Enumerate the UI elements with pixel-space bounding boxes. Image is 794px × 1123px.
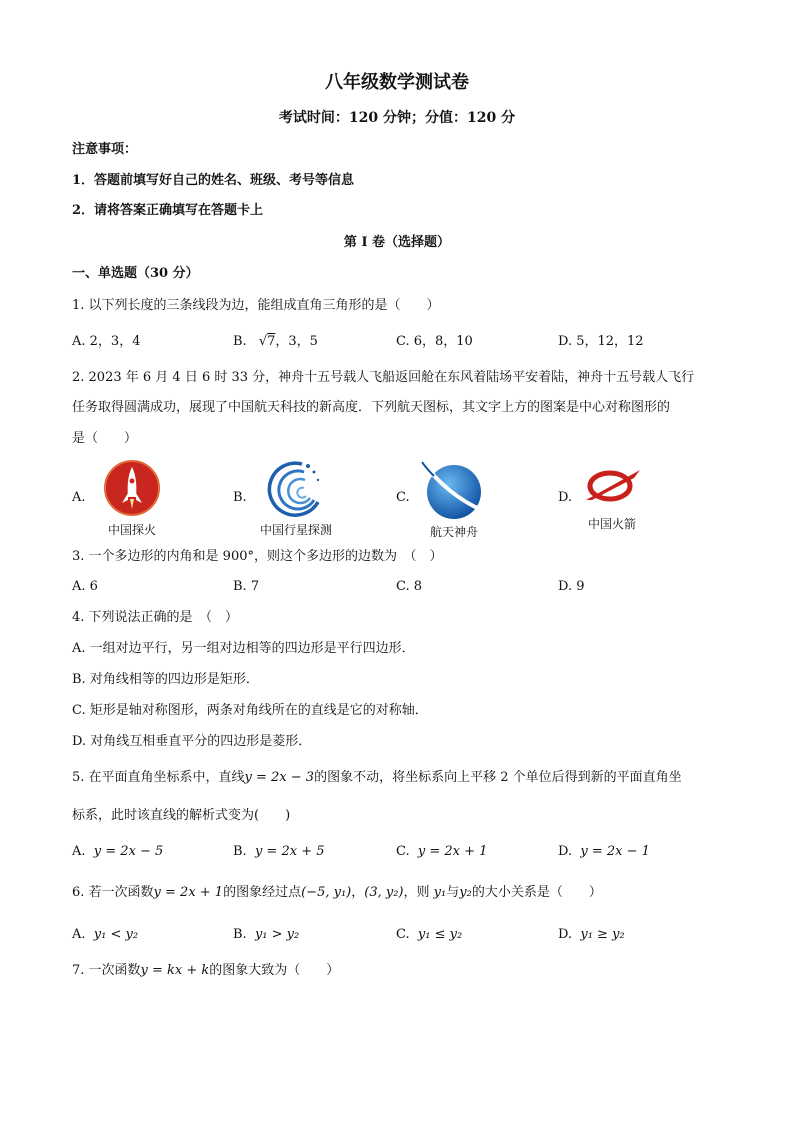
q6-option-c-label: C. <box>396 927 410 942</box>
question-3-stem: 3. 一个多边形的内角和是 900°，则这个多边形的边数为 （ ） <box>72 549 443 564</box>
q1-option-c: C. 6，8，10 <box>396 334 473 349</box>
q6-y1: y₁ <box>433 885 447 900</box>
q1-option-a: A. 2，3，4 <box>72 334 141 349</box>
q2-option-d-label: D. <box>558 490 573 505</box>
q2-option-c-caption: 航天神舟 <box>429 525 478 539</box>
q6-option-a-label: A. <box>72 927 86 942</box>
q6-comma: ， <box>351 885 365 900</box>
q1-option-d: D. 5，12，12 <box>558 334 644 349</box>
q4-option-c: C. 矩形是轴对称图形，两条对角线所在的直线是它的对称轴． <box>72 703 428 718</box>
q6-y2: y₂ <box>459 885 472 900</box>
q2-option-d-caption: 中国火箭 <box>587 517 636 531</box>
q4-option-b: B. 对角线相等的四边形是矩形． <box>72 672 259 687</box>
q6-option-c <box>396 925 462 945</box>
q2-option-b-label: B. <box>233 490 247 505</box>
q5-option-a <box>72 842 163 862</box>
q6-stem-mid: 的图象经过点 <box>223 885 302 900</box>
notes-heading: 注意事项： <box>72 142 138 157</box>
question-2-line-2: 任务取得圆满成功，展现了中国航天科技的新高度．下列航天图标，其文字上方的图案是中心对称图形的 <box>72 400 671 415</box>
mars-exploration-logo-icon <box>100 459 164 517</box>
q6-with: 与 <box>446 885 460 900</box>
q7-stem-post: 的图象大致为（ ） <box>209 963 340 978</box>
q6-option-d <box>558 925 625 945</box>
q3-option-a: A. 6 <box>72 579 98 594</box>
q3-option-c: C. 8 <box>396 579 423 594</box>
q5-option-a-eq: y = 2x − 5 <box>93 844 164 859</box>
q6-option-d-eq: y₁ ≥ y₂ <box>580 927 625 942</box>
shenzhou-logo-icon <box>420 460 486 522</box>
q5-option-c <box>396 842 487 862</box>
q6-option-b-eq: y₁ > y₂ <box>254 927 300 942</box>
question-2-line-1: 2. 2023 年 6 月 4 日 6 时 33 分，神舟十五号载人飞船返回舱在东风着陆场平安着陆，神舟十五号载人飞行 <box>72 370 695 385</box>
q5-option-b <box>233 842 325 862</box>
part-title: 第 I 卷（选择题） <box>343 235 451 250</box>
question-6-stem <box>72 883 602 903</box>
exam-info: 考试时间：120 分钟；分值：120 分 <box>278 110 516 126</box>
q6-option-a-eq: y₁ < y₂ <box>93 927 139 942</box>
notes-item-2: 2．请将答案正确填写在答题卡上 <box>72 203 264 218</box>
section-heading: 一、单选题（30 分） <box>72 266 199 281</box>
china-rocket-logo-icon <box>580 466 644 506</box>
q2-option-c-label: C. <box>396 490 410 505</box>
q5-stem-pre: 5. 在平面直角坐标系中，直线 <box>72 770 245 785</box>
q1-option-b-label: B. <box>233 334 247 349</box>
question-5-line-1 <box>72 768 682 788</box>
q7-equation: y = kx + k <box>140 963 210 978</box>
question-2-line-3: 是（ ） <box>72 431 138 446</box>
q5-option-a-label: A. <box>72 844 86 859</box>
q6-stem-end: 的大小关系是（ ） <box>471 885 602 900</box>
notes-item-1: 1．答题前填写好自己的姓名、班级、考号等信息 <box>72 173 355 188</box>
q6-option-c-eq: y₁ ≤ y₂ <box>417 927 463 942</box>
q6-option-d-label: D. <box>558 927 573 942</box>
planetary-exploration-logo-icon <box>262 458 326 518</box>
q3-option-b: B. 7 <box>233 579 260 594</box>
q6-equation: y = 2x + 1 <box>153 885 224 900</box>
q5-option-d-label: D. <box>558 844 573 859</box>
q6-point-2: (3, y₂) <box>364 885 404 900</box>
sqrt-radicand: 7 <box>267 334 276 349</box>
q2-option-b-caption: 中国行星探测 <box>259 523 332 537</box>
q1-option-b <box>233 332 318 352</box>
q4-option-a: A. 一组对边平行，另一组对边相等的四边形是平行四边形． <box>72 641 415 656</box>
q5-option-c-eq: y = 2x + 1 <box>417 844 488 859</box>
q5-option-d <box>558 842 650 862</box>
sqrt-symbol: √7 <box>258 334 276 349</box>
q5-stem-post: 的图象不动，将坐标系向上平移 2 个单位后得到新的平面直角坐 <box>314 770 682 785</box>
q2-option-a-label: A. <box>72 490 86 505</box>
q2-option-a-caption: 中国探火 <box>107 523 156 537</box>
q7-stem-pre: 7. 一次函数 <box>72 963 141 978</box>
question-4-stem: 4. 下列说法正确的是 （ ） <box>72 610 239 625</box>
q5-option-b-label: B. <box>233 844 247 859</box>
q6-point-1: (−5, y₁) <box>301 885 352 900</box>
q1-option-b-rest: ，3，5 <box>275 334 318 349</box>
question-5-line-2: 标系，此时该直线的解析式变为( ) <box>72 808 291 823</box>
question-1-stem: 1. 以下列长度的三条线段为边，能组成直角三角形的是（ ） <box>72 298 440 313</box>
question-7-stem <box>72 961 339 981</box>
page-title: 八年级数学测试卷 <box>325 72 469 93</box>
q6-stem-post: ，则 <box>403 885 430 900</box>
q5-equation: y = 2x − 3 <box>244 770 315 785</box>
q6-option-b-label: B. <box>233 927 247 942</box>
q6-option-b <box>233 925 299 945</box>
q6-stem-pre: 6. 若一次函数 <box>72 885 154 900</box>
q5-option-d-eq: y = 2x − 1 <box>580 844 650 859</box>
q4-option-d: D. 对角线互相垂直平分的四边形是菱形． <box>72 734 312 749</box>
q5-option-b-eq: y = 2x + 5 <box>254 844 325 859</box>
q5-option-c-label: C. <box>396 844 410 859</box>
q3-option-d: D. 9 <box>558 579 585 594</box>
q6-option-a <box>72 925 138 945</box>
